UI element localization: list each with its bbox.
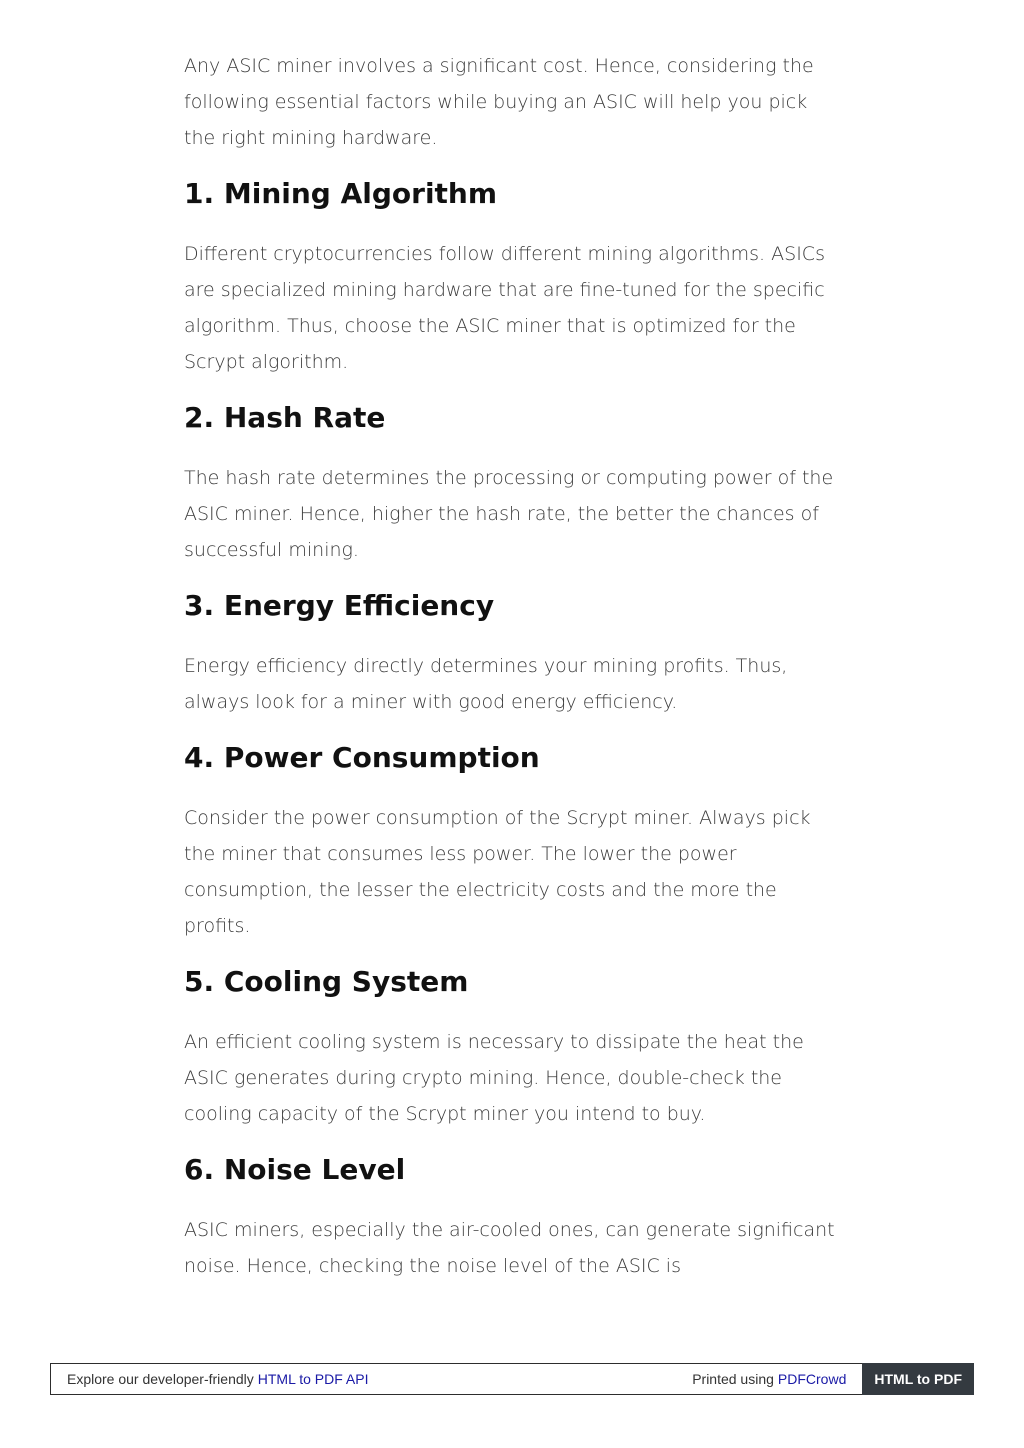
html-to-pdf-badge[interactable]: HTML to PDF [862, 1363, 974, 1395]
section-paragraph: Different cryptocurrencies follow different mining algorithms. ASICs are specialized mining hardware that are fine-tuned for the specific algorithm. Thus, choose the ASIC miner that is optimized for the Scrypt algorithm. [184, 243, 825, 373]
section-paragraph: The hash rate determines the processing or computing power of the ASIC miner. Hence, higher the hash rate, the better the chances of successful mining. [184, 467, 834, 561]
footer-promo-text: Explore our developer-friendly [67, 1371, 254, 1387]
section-heading: 4. Power Consumption [184, 741, 540, 774]
section-energy-efficiency [184, 588, 844, 720]
section-heading: 5. Cooling System [184, 965, 469, 998]
section-heading: 1. Mining Algorithm [184, 177, 498, 210]
section-heading: 2. Hash Rate [184, 401, 386, 434]
section-paragraph: Energy efficiency directly determines your mining profits. Thus, always look for a miner with good energy efficiency. [184, 655, 788, 713]
section-noise-level [184, 1152, 844, 1284]
html-to-pdf-api-link[interactable]: HTML to PDF API [257, 1371, 369, 1387]
section-power-consumption [184, 740, 844, 944]
section-cooling-system [184, 964, 844, 1132]
footer-printed-using [692, 1364, 862, 1394]
section-mining-algorithm [184, 176, 844, 380]
pdf-footer-bar [50, 1363, 974, 1395]
section-heading: 6. Noise Level [184, 1153, 406, 1186]
section-heading: 3. Energy Efficiency [184, 589, 495, 622]
section-hash-rate [184, 400, 844, 568]
footer-promo [51, 1364, 692, 1394]
pdfcrowd-link[interactable]: PDFCrowd [777, 1371, 847, 1387]
article-body [184, 48, 844, 1284]
section-paragraph: ASIC miners, especially the air-cooled ones, can generate significant noise. Hence, checking the noise level of the ASIC is [184, 1219, 835, 1277]
intro-paragraph: Any ASIC miner involves a significant cost. Hence, considering the following essential factors while buying an ASIC will help you pick the right mining hardware. [184, 55, 814, 149]
section-paragraph: Consider the power consumption of the Scrypt miner. Always pick the miner that consumes less power. The lower the power consumption, the lesser the electricity costs and the more the profits. [184, 807, 811, 937]
footer-printed-text: Printed using [692, 1371, 774, 1387]
section-paragraph: An efficient cooling system is necessary to dissipate the heat the ASIC generates during crypto mining. Hence, double-check the cooling capacity of the Scrypt miner you intend to buy. [184, 1031, 804, 1125]
